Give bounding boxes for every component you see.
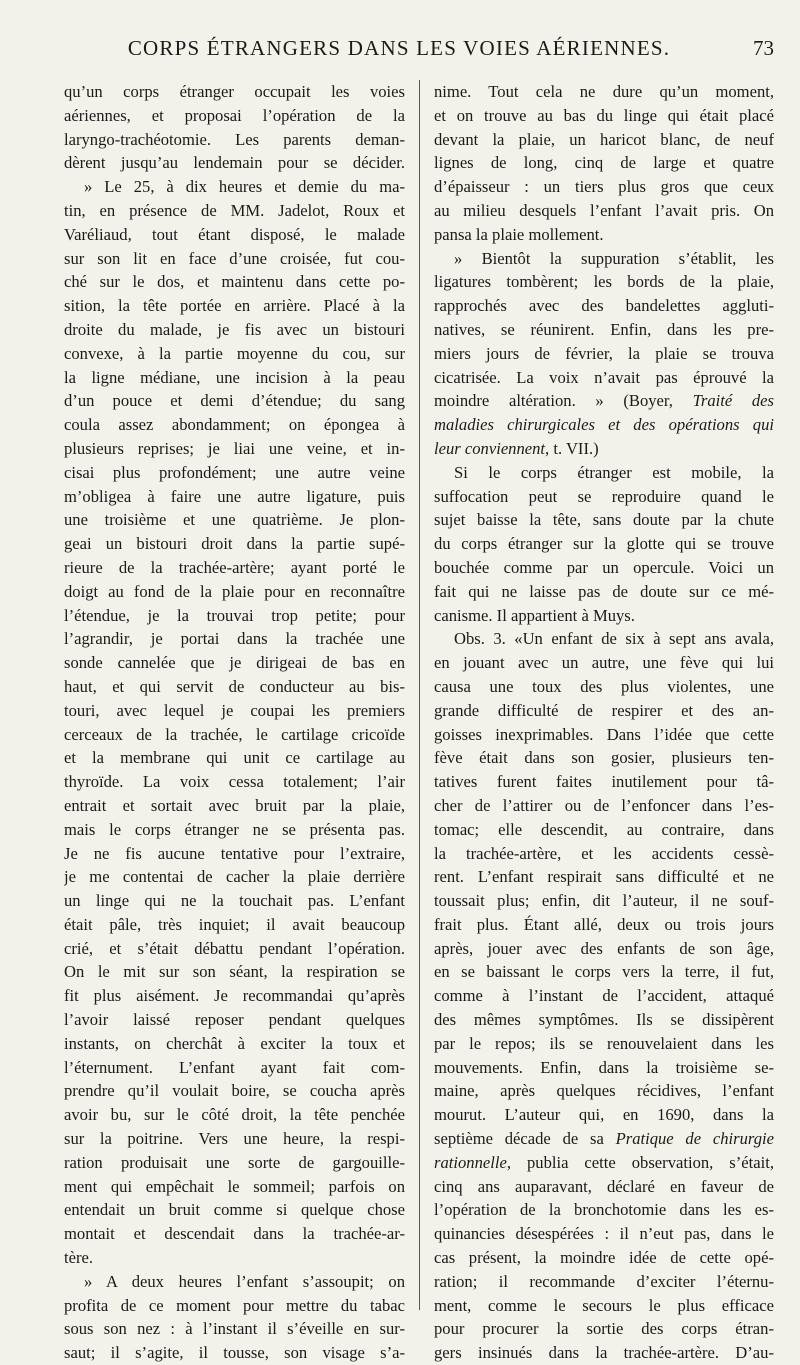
left-line: je me contentai de cacher la plaie derrière: [64, 867, 405, 887]
right-line: grande difficulté de respirer et des an-: [434, 700, 774, 720]
left-line: convexe, à la partie moyenne du cou, sur: [64, 343, 405, 363]
left-line: d’un pouce et demi d’étendue; du sang: [64, 391, 405, 411]
right-line: par le repos; ils se renouvelaient dans les: [434, 1033, 774, 1053]
left-line: thyroïde. La voix cessa totalement; l’air: [64, 772, 405, 792]
left-line: Varéliaud, tout étant disposé, le malade: [64, 224, 405, 244]
left-line: l’étendue, je la trouvai trop petite; pour: [64, 605, 405, 625]
right-line: frait plus. Étant allé, deux ou trois jours: [434, 914, 774, 934]
left-line: » Le 25, à dix heures et demie du ma-: [84, 177, 405, 197]
left-line: geai un bistouri droit dans la partie supé-: [64, 534, 405, 554]
left-line: sition, la tête portée en arrière. Placé à la: [64, 296, 405, 316]
right-line: ligatures tombèrent; les bords de la plaie,: [434, 272, 774, 292]
right-line: rationnelle, publia cette observation, s’était,: [434, 1152, 774, 1172]
right-line: Obs. 3. «Un enfant de six à sept ans avala,: [454, 629, 774, 649]
right-line: tomac; elle descendit, au contraire, dans: [434, 819, 774, 839]
right-line: fait qui ne laisse pas de doute sur ce mé-: [434, 581, 774, 601]
left-line: la ligne médiane, une incision à la peau: [64, 367, 405, 387]
right-line: et on trouve au bas du linge qui était placé: [434, 105, 774, 125]
right-line: ration; il recommande d’exciter l’éternu-: [434, 1271, 774, 1291]
right-line: toussait plus; enfin, dit l’auteur, il ne souf-: [434, 891, 774, 911]
left-line: tin, en présence de MM. Jadelot, Roux et: [64, 200, 405, 220]
right-line: moindre altération. » (Boyer, Traité des: [434, 391, 774, 411]
left-line: et la membrane qui unit ce cartilage au: [64, 748, 405, 768]
right-line: suffocation peut se reproduire quand le: [434, 486, 774, 506]
left-line: profita de ce moment pour mettre du tabac: [64, 1295, 405, 1315]
left-line: ration produisait une sorte de gargouille-: [64, 1152, 405, 1172]
right-line: lignes de long, cinq de large et quatre: [434, 153, 774, 173]
left-line: était pâle, très inquiet; il avait beaucoup: [64, 914, 405, 934]
left-line: dèrent jusqu’au lendemain pour se décider.: [64, 153, 405, 173]
left-line: cerceaux de la trachée, le cartilage cricoïde: [64, 724, 405, 744]
right-line: après, jouer avec des enfants de son âge,: [434, 938, 774, 958]
right-line: en se baissant le corps vers la terre, il fut,: [434, 962, 774, 982]
right-line: nime. Tout cela ne dure qu’un moment,: [434, 82, 774, 101]
page-number: 73: [753, 36, 774, 60]
right-line: cicatrisée. La voix n’avait pas éprouvé la: [434, 367, 774, 387]
right-line: l’opération de la bronchotomie dans les es-: [434, 1200, 774, 1220]
right-line: pour procurer la sortie des corps étran-: [434, 1319, 774, 1339]
right-line: septième décade de sa Pratique de chirurgie: [434, 1129, 774, 1149]
right-line: sujet baisse la tête, sans doute par la chute: [434, 510, 774, 530]
left-line: ché sur le dos, et maintenu dans cette po-: [64, 272, 405, 292]
right-line: des mêmes symptômes. Ils se dissipèrent: [434, 1010, 774, 1030]
left-line: une troisième et une quatrième. Je plon-: [64, 510, 405, 530]
right-line: natives, se réunirent. Enfin, dans les pre-: [434, 319, 774, 339]
left-line: sonde cannelée que je dirigeai de bas en: [64, 653, 405, 673]
left-line: Je ne fis aucune tentative pour l’extraire,: [64, 843, 405, 863]
left-line: cisai plus profondément; une autre veine: [64, 462, 405, 482]
right-column: [434, 80, 774, 1365]
left-line: haut, et qui servit de conducteur au bis-: [64, 676, 405, 696]
left-line: l’agrandir, je portai dans la trachée une: [64, 629, 405, 649]
left-line: l’éternument. L’enfant ayant fait com-: [64, 1057, 405, 1077]
right-line: la trachée-artère, et les accidents cessè-: [434, 843, 774, 863]
left-line: aériennes, et proposai l’opération de la: [64, 105, 405, 125]
left-line: ment qui empêchait le sommeil; parfois on: [64, 1176, 405, 1196]
left-line: entendait un bruit comme si quelque chose: [64, 1200, 405, 1220]
right-line: mourut. L’auteur qui, en 1690, dans la: [434, 1105, 774, 1125]
right-line: maladies chirurgicales et des opérations qui: [434, 415, 774, 435]
right-line: cher de l’attirer ou de l’enfoncer dans l’es-: [434, 795, 774, 815]
left-line: montait et descendait dans la trachée-ar-: [64, 1224, 405, 1244]
right-line: quinancies désespérées : il n’eut pas, dans le: [434, 1224, 774, 1244]
left-line: tère.: [64, 1248, 94, 1268]
right-line: bouchée comme par un opercule. Voici un: [434, 557, 774, 577]
right-line: fève était dans son gosier, plusieurs ten-: [434, 748, 774, 768]
left-line: rieure de la trachée-artère; ayant porté le: [64, 557, 405, 577]
left-line: On le mit sur son séant, la respiration se: [64, 962, 405, 982]
left-line: avoir bu, sur le côté droit, la tête penchée: [64, 1105, 405, 1125]
left-line: sur la poitrine. Vers une heure, la respi-: [64, 1129, 405, 1149]
running-title: CORPS ÉTRANGERS DANS LES VOIES AÉRIENNES.: [127, 36, 671, 60]
right-line: maine, après quelques récidives, l’enfant: [434, 1081, 774, 1101]
right-line: Si le corps étranger est mobile, la: [454, 462, 774, 482]
running-head: [64, 36, 774, 66]
left-column: [64, 80, 405, 1365]
right-line: canisme. Il appartient à Muys.: [434, 605, 635, 625]
right-line: mouvements. Enfin, dans la troisième se-: [434, 1057, 774, 1077]
right-line: tatives furent faites inutilement pour tâ-: [434, 772, 774, 792]
right-line: du corps étranger sur la glotte qui se trouve: [434, 534, 774, 554]
right-line: au milieu desquels l’enfant l’avait pris. On: [434, 200, 774, 220]
right-line: rapprochés avec des bandelettes aggluti-: [434, 296, 774, 316]
right-line: cas présent, la moindre idée de cette opé-: [434, 1248, 774, 1268]
right-line: d’épaisseur : un tiers plus gros que ceux: [434, 177, 774, 197]
right-line: miers jours de février, la plaie se trouva: [434, 343, 774, 363]
left-line: entrait et sortait avec bruit par la plaie,: [64, 795, 405, 815]
right-line: causa une toux des plus violentes, une: [434, 676, 774, 696]
left-line: crié, et s’était débattu pendant l’opération.: [64, 938, 405, 958]
right-line: en jouant avec un autre, une fève qui lui: [434, 653, 774, 673]
right-line: cinq ans auparavant, déclaré en faveur de: [434, 1176, 774, 1196]
left-line: fit plus aisément. Je recommandai qu’après: [64, 986, 405, 1006]
left-line: sous son nez : à l’instant il s’éveille en sur-: [64, 1319, 405, 1339]
left-line: prendre qu’il voulait boire, se coucha après: [64, 1081, 405, 1101]
column-divider: [419, 80, 420, 1310]
right-line: comme à l’instant de l’accident, attaqué: [434, 986, 774, 1006]
right-line: gers insinués dans la trachée-artère. D’au-: [434, 1343, 774, 1363]
left-line: mais le corps étranger ne se présenta pas.: [64, 819, 405, 839]
left-line: doigt au fond de la plaie pour en reconnaître: [64, 581, 405, 601]
right-line: » Bientôt la suppuration s’établit, les: [454, 248, 774, 268]
right-line: goisses inexprimables. Dans l’idée que cette: [434, 724, 774, 744]
right-line: ment, comme le secours le plus efficace: [434, 1295, 774, 1315]
left-line: instants, on cherchât à exciter la toux et: [64, 1033, 405, 1053]
right-line: rent. L’enfant respirait sans difficulté et ne: [434, 867, 774, 887]
left-line: touri, avec lequel je coupai les premiers: [64, 700, 405, 720]
left-line: l’avoir laissé reposer pendant quelques: [64, 1010, 405, 1030]
left-line: saut; il s’agite, il tousse, son visage s’a-: [64, 1343, 405, 1363]
left-line: m’obligea à faire une autre ligature, puis: [64, 486, 405, 506]
right-line: devant la plaie, un haricot blanc, de neuf: [434, 129, 774, 149]
left-line: laryngo-trachéotomie. Les parents deman-: [64, 129, 405, 149]
left-line: droite du malade, je fis avec un bistouri: [64, 319, 405, 339]
left-line: qu’un corps étranger occupait les voies: [64, 82, 405, 101]
left-line: coula assez abondamment; on épongea à: [64, 415, 405, 435]
left-line: plusieurs reprises; je liai une veine, et in-: [64, 438, 405, 458]
right-line: leur conviennent, t. VII.): [434, 438, 599, 458]
right-line: pansa la plaie mollement.: [434, 224, 604, 244]
left-line: un linge qui ne la touchait pas. L’enfant: [64, 891, 405, 911]
left-line: » A deux heures l’enfant s’assoupit; on: [84, 1271, 405, 1291]
left-line: sur son lit en face d’une croisée, fut cou-: [64, 248, 405, 268]
